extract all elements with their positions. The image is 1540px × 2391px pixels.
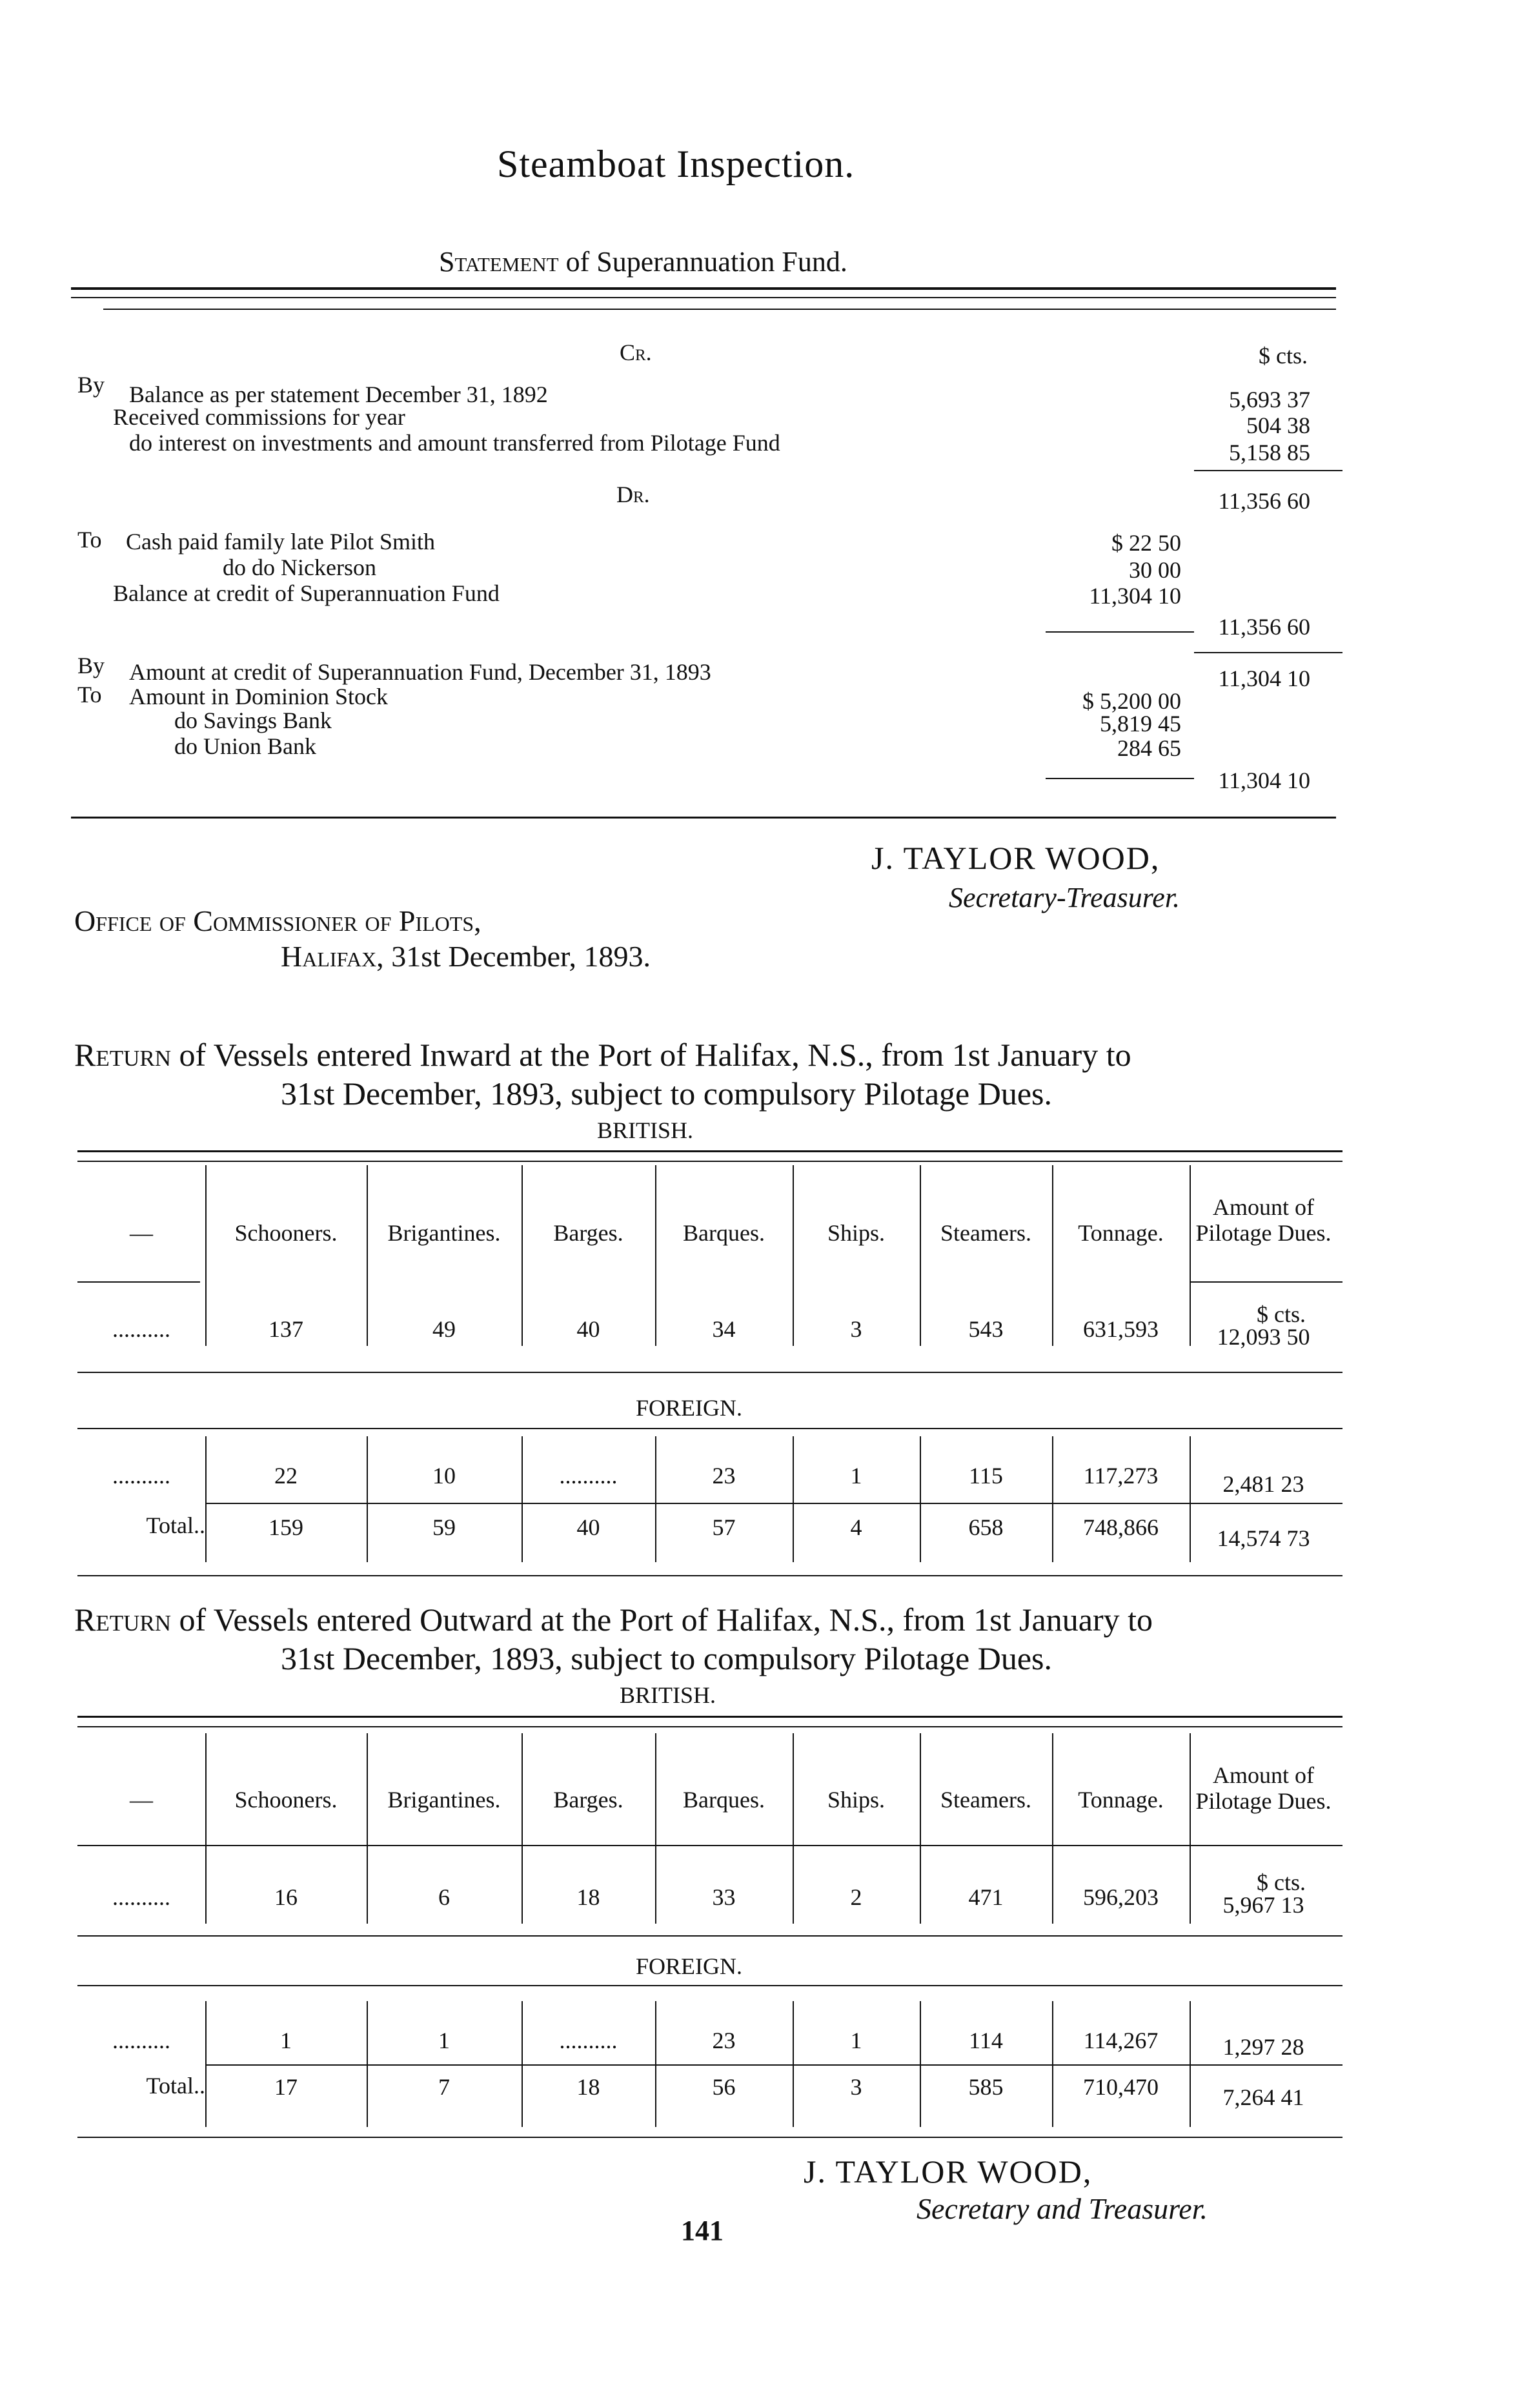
- inward-col-header: Brigantines.: [387, 1220, 501, 1246]
- outward-british-end-rule: [77, 1935, 1342, 1937]
- table-cell: 23: [712, 1463, 736, 1489]
- dr-row-3-sub: 11,304 10: [1089, 583, 1181, 609]
- cr-row-3-amount: 5,158 85: [1229, 440, 1310, 465]
- outward-col-header: Barques.: [683, 1787, 765, 1813]
- to-row-1-sub: $ 5,200 00: [1082, 688, 1181, 714]
- table-cell: 56: [712, 2074, 736, 2100]
- office-line-1: Office of Commissioner of Pilots,: [74, 904, 481, 937]
- table-cell: 10: [432, 1463, 456, 1489]
- outward-foreign-row-rule: [207, 2064, 1342, 2066]
- to-sub-rule: [1046, 778, 1194, 779]
- table-cell: 117,273: [1083, 1463, 1159, 1489]
- table-cell: ..........: [112, 2028, 170, 2053]
- table-cell: 6: [438, 1884, 450, 1910]
- table-cell: 7,264 41: [1222, 2084, 1304, 2110]
- table-cell: 137: [268, 1316, 303, 1342]
- table-cell: ..........: [559, 1463, 618, 1489]
- table-cell: ..........: [112, 1316, 170, 1342]
- table-cell: 2,481 23: [1222, 1471, 1304, 1497]
- table-cell: 57: [712, 1514, 736, 1540]
- by-row-amount: 11,304 10: [1218, 666, 1310, 691]
- inward-british-label: BRITISH.: [597, 1117, 694, 1143]
- table-cell: 5,967 13: [1222, 1892, 1304, 1918]
- rule-under-heading: [103, 309, 1336, 310]
- signature-2-title: Secretary and Treasurer.: [917, 2192, 1208, 2225]
- inward-header-rule: [77, 1281, 200, 1283]
- table-cell: 114,267: [1083, 2028, 1159, 2053]
- inward-heading-line-2: 31st December, 1893, subject to compulsory Pilotage Dues.: [281, 1075, 1052, 1112]
- to-row-3-sub: 284 65: [1117, 735, 1181, 761]
- cr-row-2-amount: 504 38: [1246, 412, 1310, 438]
- table-cell: 658: [968, 1514, 1004, 1540]
- cr-total-rule: [1194, 470, 1342, 471]
- dr-row-2-sub: 30 00: [1129, 557, 1181, 583]
- dr-row-1-sub: $ 22 50: [1111, 530, 1181, 556]
- table-cell: 585: [968, 2074, 1004, 2100]
- inward-end-rule: [77, 1575, 1342, 1576]
- inward-col-header: Ships.: [827, 1220, 886, 1246]
- outward-col-header: Barges.: [553, 1787, 623, 1813]
- cr-label: Cr.: [620, 340, 652, 365]
- outward-col-sep: [1190, 1733, 1191, 1924]
- table-cell: 114: [969, 2028, 1003, 2053]
- outward-heading-caps: Return: [74, 1602, 172, 1638]
- inward-foreign-label: FOREIGN.: [636, 1395, 743, 1421]
- table-cell: Total..: [146, 1512, 205, 1538]
- table-cell: 33: [712, 1884, 736, 1910]
- inward-col-header: Tonnage.: [1078, 1220, 1164, 1246]
- cr-row-3-text: do interest on investments and amount transferred from Pilotage Fund: [129, 430, 780, 456]
- table-cell: $ cts.: [1257, 1869, 1306, 1895]
- signature-1-title: Secretary-Treasurer.: [949, 882, 1180, 913]
- table-cell: 34: [712, 1316, 736, 1342]
- inward-header-rule: [1190, 1281, 1342, 1283]
- cr-row-1-text: Balance as per statement December 31, 1892: [129, 382, 548, 407]
- table-cell: 1: [438, 2028, 450, 2053]
- outward-col-header: Steamers.: [940, 1787, 1031, 1813]
- dr-row-1-prefix: To: [77, 527, 102, 553]
- inward-col-header: —: [130, 1220, 153, 1246]
- outward-foreign-rule: [77, 1985, 1342, 1986]
- by-row-text: Amount at credit of Superannuation Fund, December 31, 1893: [129, 659, 711, 685]
- page-title: Steamboat Inspection.: [497, 143, 855, 185]
- page-number: 141: [681, 2215, 724, 2246]
- outward-heading-text: of Vessels entered Outward at the Port of Halifax, N.S., from 1st January to: [179, 1602, 1153, 1638]
- table-cell: 543: [968, 1316, 1004, 1342]
- cr-row-1-prefix: By: [77, 372, 105, 398]
- table-cell: 3: [850, 2074, 862, 2100]
- inward-col-sep: [367, 1436, 368, 1562]
- table-cell: Total..: [146, 2073, 205, 2099]
- cr-total: 11,356 60: [1218, 488, 1310, 514]
- inward-rule-top-2: [77, 1161, 1342, 1162]
- table-cell: 59: [432, 1514, 456, 1540]
- table-cell: 1: [850, 1463, 862, 1489]
- statement-heading-caps: Statement: [439, 246, 559, 278]
- inward-col-sep: [205, 1436, 207, 1562]
- inward-foreign-row-rule: [207, 1503, 1342, 1504]
- inward-col-sep: [1190, 1436, 1191, 1562]
- inward-heading-text: of Vessels entered Inward at the Port of Halifax, N.S., from 1st January to: [179, 1037, 1131, 1073]
- table-cell: 18: [576, 1884, 600, 1910]
- office-line-2: [281, 939, 651, 973]
- dr-total-rule: [1194, 652, 1342, 653]
- table-cell: 4: [850, 1514, 862, 1540]
- to-row-2-sub: 5,819 45: [1100, 711, 1181, 737]
- outward-col-header: —: [130, 1787, 153, 1813]
- outward-col-header: Ships.: [827, 1787, 886, 1813]
- table-cell: ..........: [112, 1463, 170, 1489]
- table-cell: 18: [576, 2074, 600, 2100]
- dr-label: Dr.: [616, 482, 650, 507]
- currency-header: $ cts.: [1259, 343, 1308, 369]
- statement-heading: [439, 245, 847, 278]
- table-cell: 22: [274, 1463, 298, 1489]
- table-cell: 115: [969, 1463, 1003, 1489]
- table-cell: 710,470: [1083, 2074, 1159, 2100]
- table-cell: 12,093 50: [1217, 1324, 1310, 1350]
- signature-1-name: J. TAYLOR WOOD,: [871, 840, 1160, 876]
- dr-row-1-text: Cash paid family late Pilot Smith: [126, 529, 435, 555]
- by-row-prefix: By: [77, 653, 105, 678]
- statement-end-rule: [71, 817, 1336, 819]
- inward-col-sep: [655, 1436, 656, 1562]
- inward-col-sep: [1190, 1165, 1191, 1346]
- table-cell: 49: [432, 1316, 456, 1342]
- outward-col-header: Tonnage.: [1078, 1787, 1164, 1813]
- table-cell: 14,574 73: [1217, 1525, 1310, 1551]
- table-cell: 471: [968, 1884, 1004, 1910]
- office-city: Halifax,: [281, 940, 384, 973]
- table-cell: 631,593: [1083, 1316, 1159, 1342]
- outward-header-rule: [77, 1845, 1342, 1846]
- outward-british-label: BRITISH.: [620, 1682, 716, 1708]
- dr-row-2-text: do do Nickerson: [223, 555, 376, 580]
- table-cell: ..........: [112, 1884, 170, 1910]
- outward-col-header: Amount of Pilotage Dues.: [1195, 1762, 1332, 1814]
- dr-total: 11,356 60: [1218, 614, 1310, 640]
- inward-col-header: Steamers.: [940, 1220, 1031, 1246]
- signature-2-name: J. TAYLOR WOOD,: [804, 2153, 1093, 2190]
- table-cell: 23: [712, 2028, 736, 2053]
- table-cell: $ cts.: [1257, 1301, 1306, 1327]
- inward-col-header: Barques.: [683, 1220, 765, 1246]
- inward-col-header: Amount of Pilotage Dues.: [1195, 1194, 1332, 1246]
- outward-col-header: Brigantines.: [387, 1787, 501, 1813]
- outward-heading-line-2: 31st December, 1893, subject to compulsory Pilotage Dues.: [281, 1640, 1052, 1676]
- outward-foreign-label: FOREIGN.: [636, 1953, 743, 1979]
- table-cell: 40: [576, 1514, 600, 1540]
- inward-col-sep: [793, 1436, 794, 1562]
- inward-col-sep: [920, 1436, 921, 1562]
- table-cell: 1: [280, 2028, 292, 2053]
- cr-row-2-text: Received commissions for year: [113, 404, 405, 430]
- table-cell: ..........: [559, 2028, 618, 2053]
- inward-col-sep: [522, 1436, 523, 1562]
- table-cell: 40: [576, 1316, 600, 1342]
- office-date: 31st December, 1893.: [391, 940, 651, 973]
- table-cell: 3: [850, 1316, 862, 1342]
- double-rule-top: [71, 287, 1336, 290]
- table-cell: 596,203: [1083, 1884, 1159, 1910]
- table-cell: 2: [850, 1884, 862, 1910]
- table-cell: 16: [274, 1884, 298, 1910]
- double-rule-bottom: [71, 297, 1336, 298]
- inward-heading-line-1: [74, 1036, 1131, 1073]
- outward-rule-top-2: [77, 1726, 1342, 1727]
- statement-heading-rest: of Superannuation Fund.: [565, 246, 847, 278]
- table-cell: 159: [268, 1514, 303, 1540]
- inward-british-end-rule: [77, 1372, 1342, 1373]
- table-cell: 748,866: [1083, 1514, 1159, 1540]
- outward-end-rule: [77, 2137, 1342, 2138]
- inward-rule-top: [77, 1150, 1342, 1152]
- to-row-1-prefix: To: [77, 682, 102, 707]
- to-row-3-text: do Union Bank: [174, 733, 316, 759]
- table-cell: 17: [274, 2074, 298, 2100]
- table-cell: 1: [850, 2028, 862, 2053]
- table-cell: 7: [438, 2074, 450, 2100]
- inward-col-header: Barges.: [553, 1220, 623, 1246]
- table-cell: 1,297 28: [1222, 2034, 1304, 2060]
- inward-col-sep: [1052, 1436, 1053, 1562]
- to-row-2-text: do Savings Bank: [174, 707, 332, 733]
- outward-heading-line-1: [74, 1601, 1153, 1638]
- dr-row-3-text: Balance at credit of Superannuation Fund: [113, 580, 500, 606]
- to-row-1-text: Amount in Dominion Stock: [129, 684, 389, 709]
- outward-col-header: Schooners.: [234, 1787, 338, 1813]
- outward-rule-top: [77, 1716, 1342, 1718]
- dr-sub-rule: [1046, 631, 1194, 633]
- to-total: 11,304 10: [1218, 768, 1310, 793]
- cr-row-1-amount: 5,693 37: [1229, 387, 1310, 412]
- inward-col-header: Schooners.: [234, 1220, 338, 1246]
- inward-heading-caps: Return: [74, 1037, 172, 1073]
- inward-foreign-rule: [77, 1428, 1342, 1429]
